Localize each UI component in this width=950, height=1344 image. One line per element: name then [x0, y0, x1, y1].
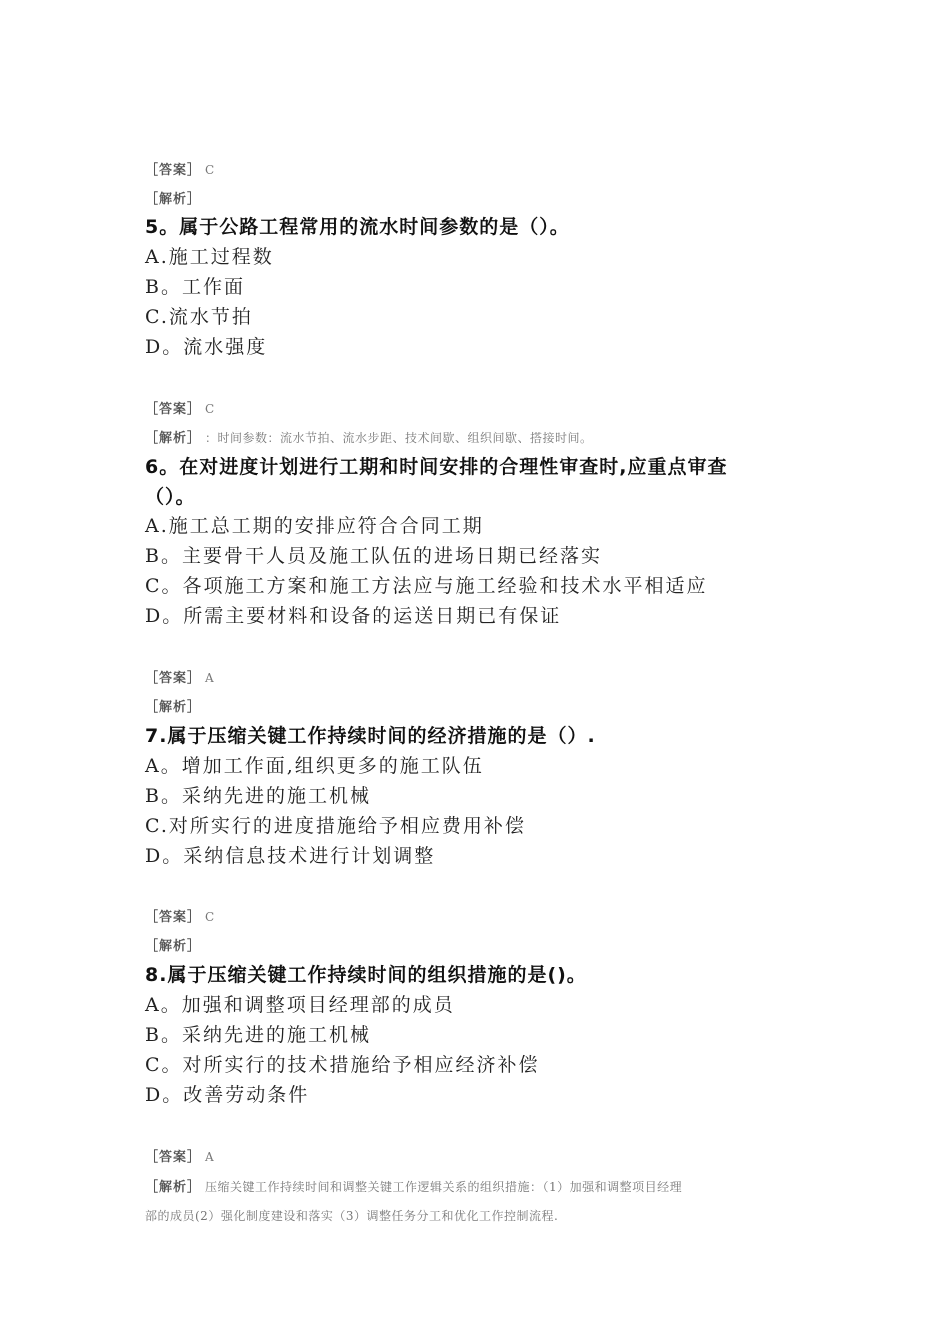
question-8-option-b: B。采纳先进的施工机械 [145, 1024, 371, 1046]
answer-label: ［答案］ [145, 402, 202, 417]
question-6-line-1: 6。在对进度计划进行工期和时间安排的合理性审查时,应重点审查 [145, 456, 728, 478]
question-5-option-a: A.施工过程数 [145, 246, 274, 268]
analysis-label: ［解析］ [145, 1180, 202, 1195]
answer-value: C [205, 163, 215, 177]
analysis-label: ［解析］ [145, 192, 202, 207]
question-8-answer [145, 1146, 214, 1166]
question-5: 5。属于公路工程常用的流水时间参数的是（）。 [145, 216, 570, 238]
question-8: 8.属于压缩关键工作持续时间的组织措施的是()。 [145, 964, 587, 986]
question-8-option-c: C。对所实行的技术措施给予相应经济补偿 [145, 1054, 540, 1076]
question-5-analysis [145, 427, 593, 447]
analysis-label: ［解析］ [145, 700, 202, 715]
question-6-option-d: D。所需主要材料和设备的运送日期已有保证 [145, 605, 562, 627]
question-6-line-2: （）。 [145, 486, 196, 508]
analysis-text: ：时间参数：流水节拍、流水步距、技术间歇、组织间歇、搭接时间。 [205, 431, 593, 445]
question-7: 7.属于压缩关键工作持续时间的经济措施的是（）. [145, 725, 596, 747]
question-7-option-a: A。增加工作面,组织更多的施工队伍 [145, 755, 484, 777]
question-8-analysis [145, 1176, 682, 1196]
question-6-answer [145, 667, 214, 687]
question-8-analysis-continued: 部的成员(2）强化制度建设和落实（3）调整任务分工和优化工作控制流程. [145, 1209, 559, 1223]
question-8-option-d: D。改善劳动条件 [145, 1084, 310, 1106]
question-7-option-d: D。采纳信息技术进行计划调整 [145, 845, 436, 867]
answer-label: ［答案］ [145, 671, 202, 686]
question-7-analysis [145, 935, 201, 955]
question-7-answer [145, 906, 214, 926]
answer-value: A [205, 1150, 214, 1164]
answer-label: ［答案］ [145, 1150, 202, 1165]
question-6-option-b: B。主要骨干人员及施工队伍的进场日期已经落实 [145, 545, 602, 567]
question-5-option-c: C.流水节拍 [145, 306, 253, 328]
question-5-option-b: B。工作面 [145, 276, 245, 298]
answer-label: ［答案］ [145, 910, 202, 925]
question-6-option-c: C。各项施工方案和施工方法应与施工经验和技术水平相适应 [145, 575, 708, 597]
analysis-label: ［解析］ [145, 939, 202, 954]
analysis-line [145, 188, 201, 208]
answer-value: A [205, 671, 214, 685]
question-5-option-d: D。流水强度 [145, 336, 268, 358]
answer-line [145, 159, 214, 179]
answer-value: C [205, 910, 215, 924]
question-7-option-b: B。采纳先进的施工机械 [145, 785, 371, 807]
question-6-option-a: A.施工总工期的安排应符合合同工期 [145, 515, 484, 537]
question-7-option-c: C.对所实行的进度措施给予相应费用补偿 [145, 815, 526, 837]
question-5-answer [145, 398, 214, 418]
answer-label: ［答案］ [145, 163, 202, 178]
question-8-option-a: A。加强和调整项目经理部的成员 [145, 994, 455, 1016]
question-6-analysis [145, 696, 201, 716]
answer-value: C [205, 402, 215, 416]
analysis-label: ［解析］ [145, 431, 202, 446]
analysis-text: 压缩关键工作持续时间和调整关键工作逻辑关系的组织措施：（1）加强和调整项目经理 [205, 1180, 683, 1194]
